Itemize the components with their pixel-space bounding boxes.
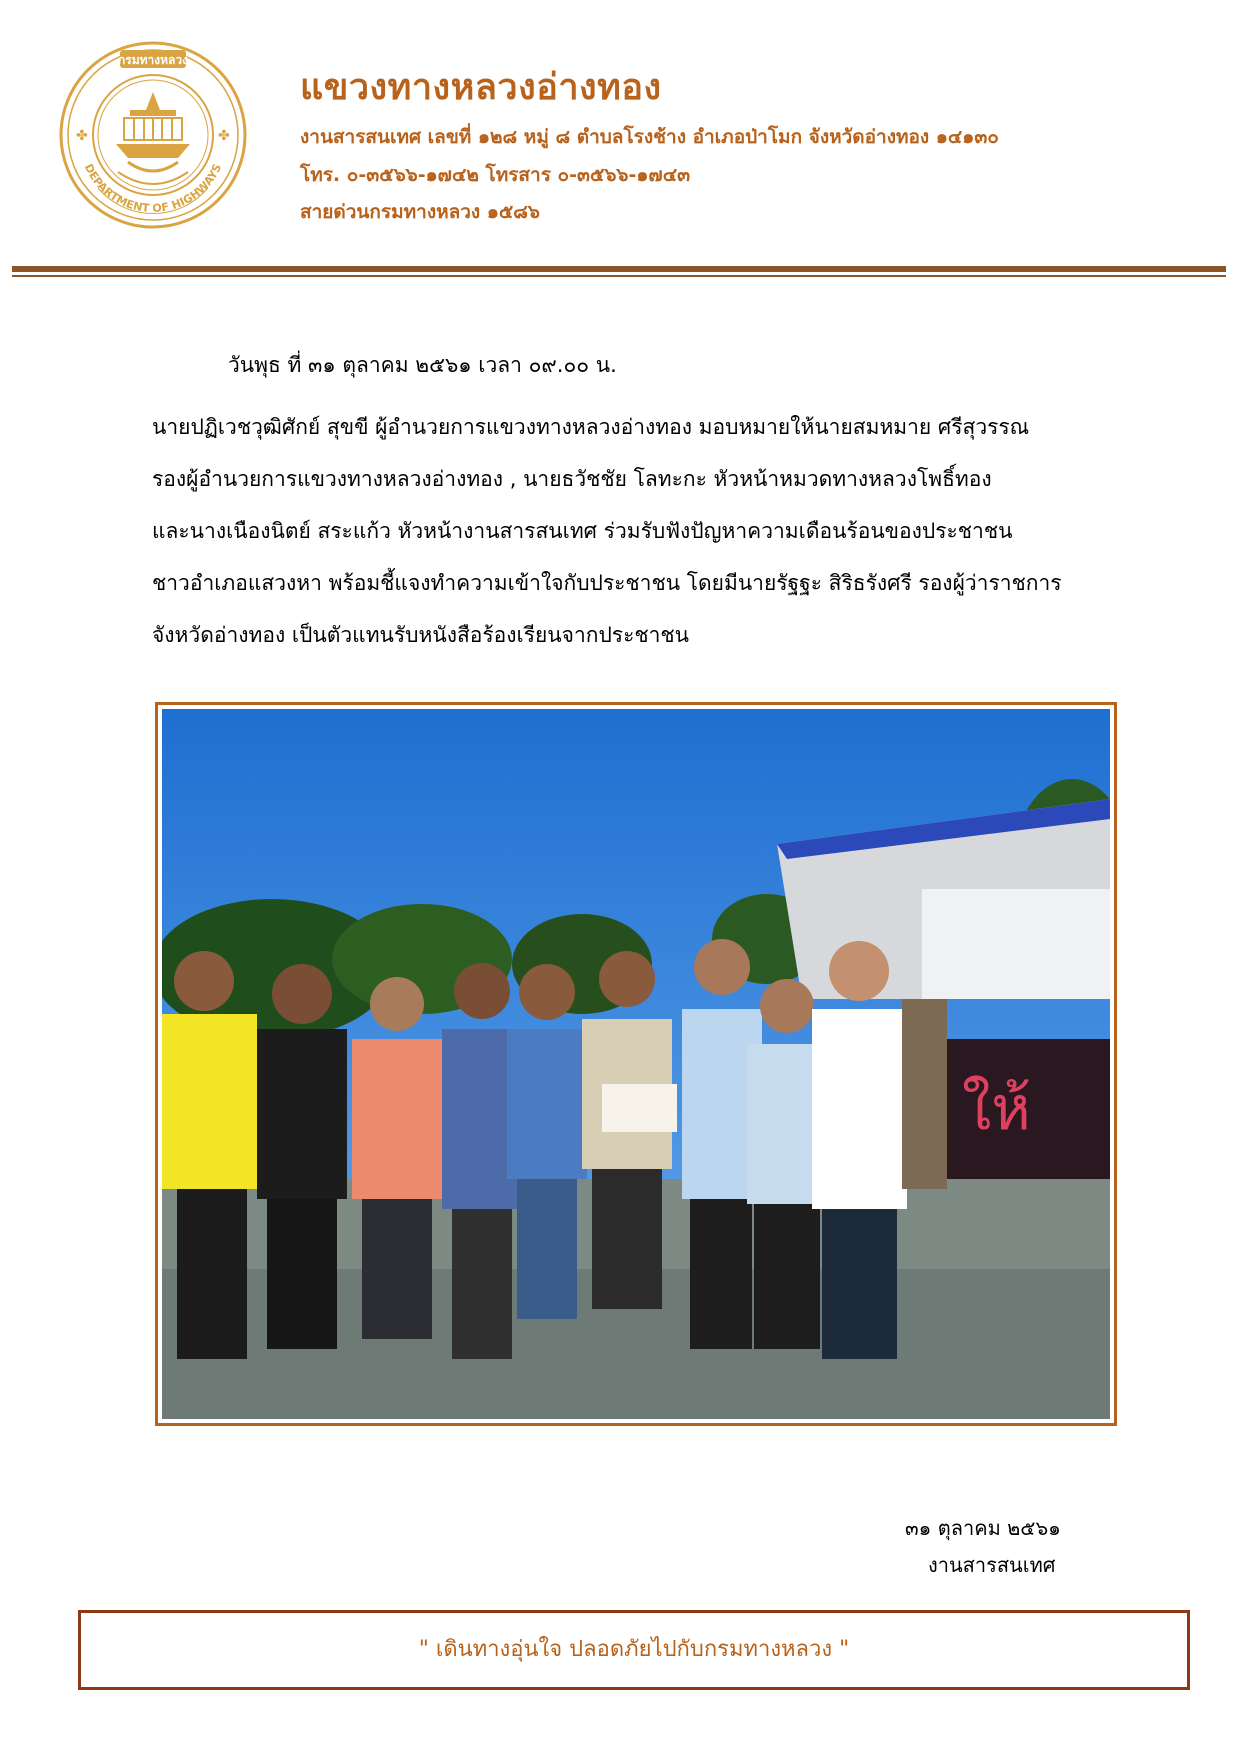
organization-address: งานสารสนเทศ เลขที่ ๑๒๘ หมู่ ๘ ตำบลโรงช้าง อำเภอป่าโมก จังหวัดอ่างทอง ๑๔๑๓๐ xyxy=(300,126,999,148)
paragraph-line: ชาวอำเภอแสวงหา พร้อมชี้แจงทำความเข้าใจกับประชาชน โดยมีนายรัฐฐะ สิริธรังศรี รองผู้ว่าราชการ xyxy=(152,571,1062,595)
news-dateline: วันพุธ ที่ ๓๑ ตุลาคม ๒๕๖๑ เวลา ๐๙.๐๐ น. xyxy=(228,353,617,377)
svg-text:ให้: ให้ xyxy=(962,1074,1031,1144)
paragraph-line: จังหวัดอ่างทอง เป็นตัวแทนรับหนังสือร้องเรียนจากประชาชน xyxy=(152,623,690,647)
signature-unit: งานสารสนเทศ xyxy=(928,1553,1056,1577)
svg-text:DEPARTMENT OF HIGHWAYS: DEPARTMENT OF HIGHWAYS xyxy=(81,161,225,216)
organization-phone: โทร. ๐-๓๕๖๖-๑๗๔๒ โทรสาร ๐-๓๕๖๖-๑๗๔๓ xyxy=(300,164,691,186)
paragraph-line: และนางเนืองนิตย์ สระแก้ว หัวหน้างานสารสนเทศ ร่วมรับฟังปัญหาความเดือนร้อนของประชาชน xyxy=(152,519,1013,543)
signature-date: ๓๑ ตุลาคม ๒๕๖๑ xyxy=(905,1516,1061,1540)
organization-name: แขวงทางหลวงอ่างทอง xyxy=(300,67,662,108)
footer-motto: " เดินทางอุ่นใจ ปลอดภัยไปกับกรมทางหลวง " xyxy=(418,1637,850,1662)
motto-box xyxy=(78,1610,1190,1690)
header-rule-thick xyxy=(12,266,1226,272)
event-photo-frame xyxy=(155,702,1117,1426)
paragraph-line: นายปฏิเวชวุฒิศักย์ สุขขี ผู้อำนวยการแขวงทางหลวงอ่างทอง มอบหมายให้นายสมหมาย ศรีสุวรรณ xyxy=(152,415,1030,439)
event-photo xyxy=(162,709,1110,1419)
header-rule-thin xyxy=(12,275,1226,277)
svg-text:✤: ✤ xyxy=(76,128,88,144)
svg-text:กรมทางหลวง: กรมทางหลวง xyxy=(118,53,188,67)
organization-hotline: สายด่วนกรมทางหลวง ๑๕๘๖ xyxy=(300,201,540,223)
department-seal-logo xyxy=(58,40,248,230)
svg-text:✤: ✤ xyxy=(218,128,230,144)
paragraph-line: รองผู้อำนวยการแขวงทางหลวงอ่างทอง , นายธวัชชัย โลทะกะ หัวหน้าหมวดทางหลวงโพธิ์ทอง xyxy=(152,467,992,491)
